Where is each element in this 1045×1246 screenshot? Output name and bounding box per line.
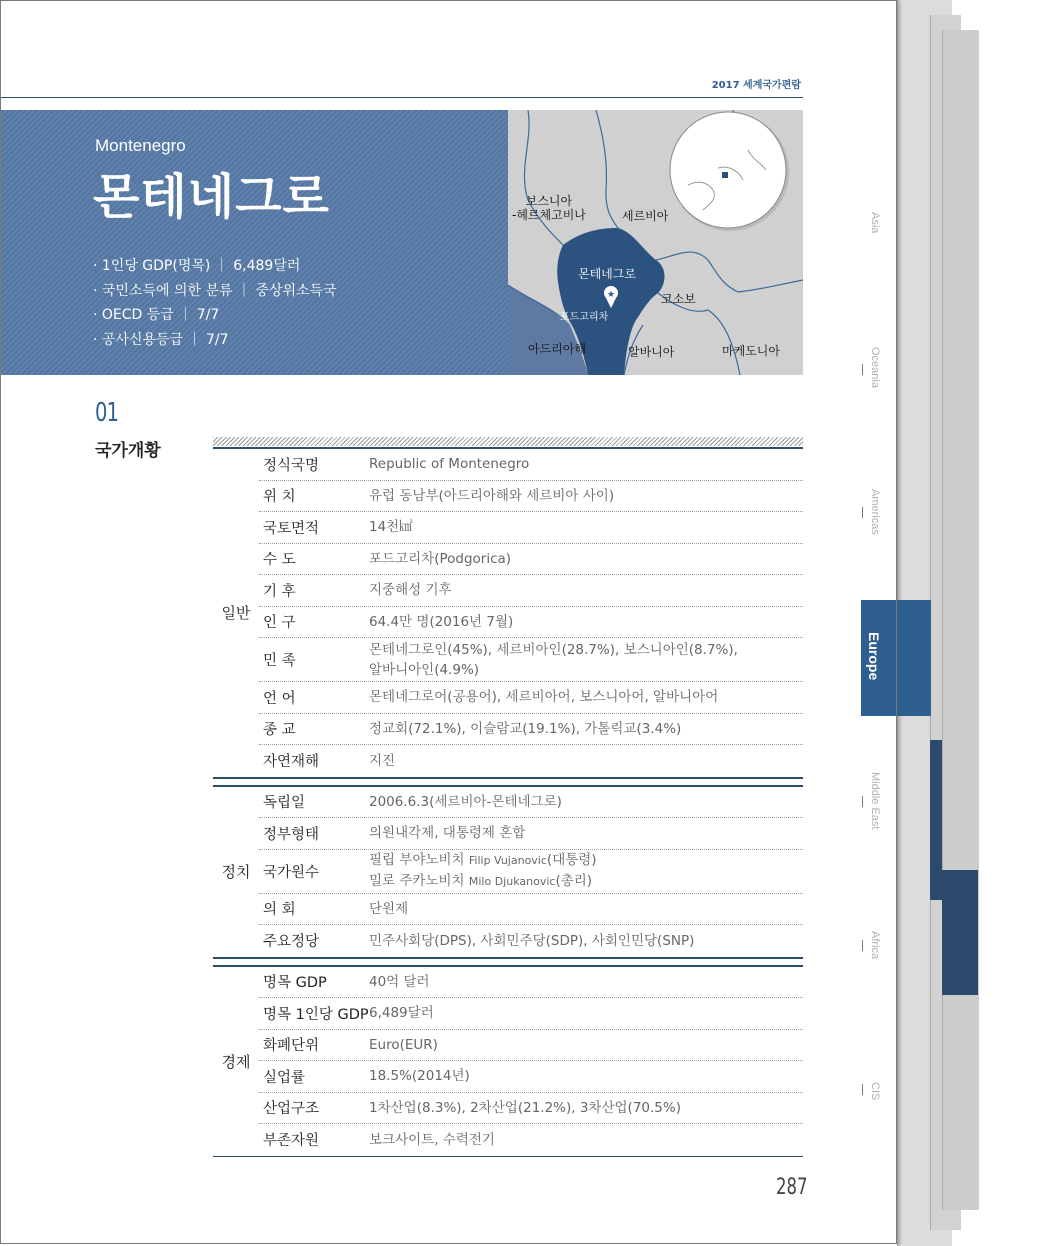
table-row xyxy=(259,894,803,926)
row-value-line xyxy=(369,871,803,892)
row-value: 포드고리차(Podgorica) xyxy=(369,550,512,567)
table-row xyxy=(259,575,803,607)
row-value: 몬테네그로어(공용어), 세르비아어, 보스니아어, 알바니아어 xyxy=(369,689,719,706)
row-label: 정식국명 xyxy=(263,457,320,474)
row-label: 독립일 xyxy=(263,795,306,812)
row-value-line: 몬테네그로인(45%), 세르비아인(28.7%), 보스니아인(8.7%), xyxy=(369,641,738,658)
row-label: 인 구 xyxy=(263,615,296,632)
role: (총리) xyxy=(555,873,593,889)
map-label-adriatic: 아드리아해 xyxy=(528,342,586,356)
fact-oecd: · OECD 등급 ｜ 7/7 xyxy=(93,307,220,323)
table-row xyxy=(259,925,803,957)
country-name-en: Montenegro xyxy=(95,136,186,155)
row-value: Euro(EUR) xyxy=(369,1036,438,1053)
book-edge xyxy=(942,30,979,1210)
tab-divider xyxy=(862,364,863,375)
table-row xyxy=(259,818,803,850)
section-title: 국가개황 xyxy=(95,441,161,461)
table-row xyxy=(259,745,803,777)
table-row xyxy=(259,449,803,481)
row-label: 언 어 xyxy=(263,690,296,707)
row-value: 의원내각제, 대통령제 혼합 xyxy=(369,825,526,842)
table-row xyxy=(259,787,803,819)
table-row xyxy=(259,714,803,746)
row-value: 민주사회당(DPS), 사회민주당(SDP), 사회인민당(SNP) xyxy=(369,932,695,949)
row-label: 민 족 xyxy=(263,653,296,669)
group-general xyxy=(213,449,803,777)
name-ko: 밀로 주카노비치 xyxy=(369,873,465,889)
map-label-bosnia: 보스니아 -헤르체고비나 xyxy=(512,194,586,222)
map-label-montenegro: 몬테네그로 xyxy=(578,267,636,281)
table-row xyxy=(259,544,803,576)
fact-gdp: · 1인당 GDP(명목) ｜ 6,489달러 xyxy=(93,258,301,274)
tab-marker xyxy=(930,740,942,900)
table-row xyxy=(259,607,803,639)
tab-europe[interactable]: Europe xyxy=(866,632,882,681)
map-graphic xyxy=(508,110,803,375)
tab-divider xyxy=(862,507,863,518)
table-row xyxy=(259,1124,803,1156)
tab-asia[interactable]: Asia xyxy=(869,212,881,234)
row-value xyxy=(369,850,803,892)
row-value-line xyxy=(369,850,803,871)
tab-cis[interactable]: CIS xyxy=(869,1082,881,1101)
table-row xyxy=(259,638,803,682)
table-row xyxy=(259,967,803,999)
group-politics xyxy=(213,787,803,957)
map-label-kosovo: 코소보 xyxy=(661,292,696,306)
tab-divider xyxy=(862,1084,863,1095)
row-value: 40억 달러 xyxy=(369,973,430,990)
tab-divider xyxy=(862,796,863,807)
category-label: 정치 xyxy=(221,863,251,881)
group-economy xyxy=(213,967,803,1156)
row-label: 산업구조 xyxy=(263,1101,320,1118)
fact-credit: · 공사신용등급 ｜ 7/7 xyxy=(93,331,229,348)
tab-marker xyxy=(942,870,978,995)
svg-text:★: ★ xyxy=(606,290,616,300)
section-stripe xyxy=(213,437,803,446)
row-value: 14천㎢ xyxy=(369,519,413,536)
category-label: 경제 xyxy=(221,1052,251,1071)
fact-income-class: · 국민소득에 의한 분류 ｜ 중상위소득국 xyxy=(93,282,337,299)
map-label-serbia: 세르비아 xyxy=(622,209,669,223)
name-ko: 필립 부야노비치 xyxy=(369,852,465,868)
row-value: 단원제 xyxy=(369,900,409,917)
table-bottom-rule xyxy=(213,1156,803,1157)
map-label-albania: 알바니아 xyxy=(628,345,675,359)
row-label: 화폐단위 xyxy=(263,1038,320,1055)
map-label-macedonia: 마케도니아 xyxy=(722,344,780,358)
running-head: 2017 세계국가편람 xyxy=(711,80,801,91)
row-label: 국토면적 xyxy=(263,520,320,537)
table-row xyxy=(259,481,803,513)
row-label: 위 치 xyxy=(263,489,296,506)
row-label: 기 후 xyxy=(263,583,296,600)
table-row xyxy=(259,1093,803,1125)
page-number: 287 xyxy=(776,1175,808,1200)
location-map xyxy=(508,110,803,375)
country-name-ko: 몬테네그로 xyxy=(93,169,330,225)
name-en: Milo Djukanovic xyxy=(468,875,556,888)
tab-americas[interactable]: Americas xyxy=(869,489,881,535)
row-value-line: 알바니아인(4.9%) xyxy=(369,661,480,678)
tab-divider xyxy=(862,940,863,951)
name-en: Filip Vujanovic xyxy=(468,854,547,867)
row-label: 의 회 xyxy=(263,902,296,919)
row-value: 보크사이트, 수력전기 xyxy=(369,1131,495,1148)
row-label: 종 교 xyxy=(263,722,296,739)
row-label: 정부형태 xyxy=(263,826,320,843)
row-label: 실업률 xyxy=(263,1069,306,1086)
row-value: 지진 xyxy=(369,752,396,769)
row-label: 주요정당 xyxy=(263,934,320,951)
row-label: 수 도 xyxy=(263,552,296,569)
table-row xyxy=(259,998,803,1030)
table-row xyxy=(259,1030,803,1062)
map-label-podgorica: 포드고리차 xyxy=(560,312,609,323)
row-label: 부존자원 xyxy=(263,1133,320,1150)
row-label: 명목 GDP xyxy=(263,975,327,992)
header-rule xyxy=(0,97,803,98)
section-number: 01 xyxy=(95,398,119,428)
row-value: 18.5%(2014년) xyxy=(369,1068,470,1085)
row-value: 64.4만 명(2016년 7월) xyxy=(369,613,514,630)
tab-africa[interactable]: Africa xyxy=(869,931,881,960)
tab-middle-east[interactable]: Middle East xyxy=(869,772,881,830)
key-facts xyxy=(93,254,337,352)
row-label: 국가원수 xyxy=(263,864,320,881)
row-value: 지중해성 기후 xyxy=(369,582,452,599)
row-value: 유럽 동남부(아드리아해와 세르비아 사이) xyxy=(369,487,615,504)
table-row xyxy=(259,1061,803,1093)
row-value: 6,489달러 xyxy=(369,1005,434,1022)
row-label: 자연재해 xyxy=(263,754,320,771)
tab-oceania[interactable]: Oceania xyxy=(869,347,881,388)
row-label: 명목 1인당 GDP xyxy=(263,1006,369,1023)
table-row xyxy=(259,850,803,894)
row-value: 정교회(72.1%), 이슬람교(19.1%), 가톨릭교(3.4%) xyxy=(369,720,682,737)
row-value: Republic of Montenegro xyxy=(369,456,530,473)
overview-table xyxy=(213,447,803,1157)
row-value: 2006.6.3(세르비아-몬테네그로) xyxy=(369,793,562,810)
row-value: 1차산업(8.3%), 2차산업(21.2%), 3차산업(70.5%) xyxy=(369,1099,681,1116)
row-value xyxy=(369,640,803,680)
category-label: 일반 xyxy=(221,604,251,623)
table-row xyxy=(259,512,803,544)
table-row xyxy=(259,682,803,714)
role: (대통령) xyxy=(546,852,597,868)
